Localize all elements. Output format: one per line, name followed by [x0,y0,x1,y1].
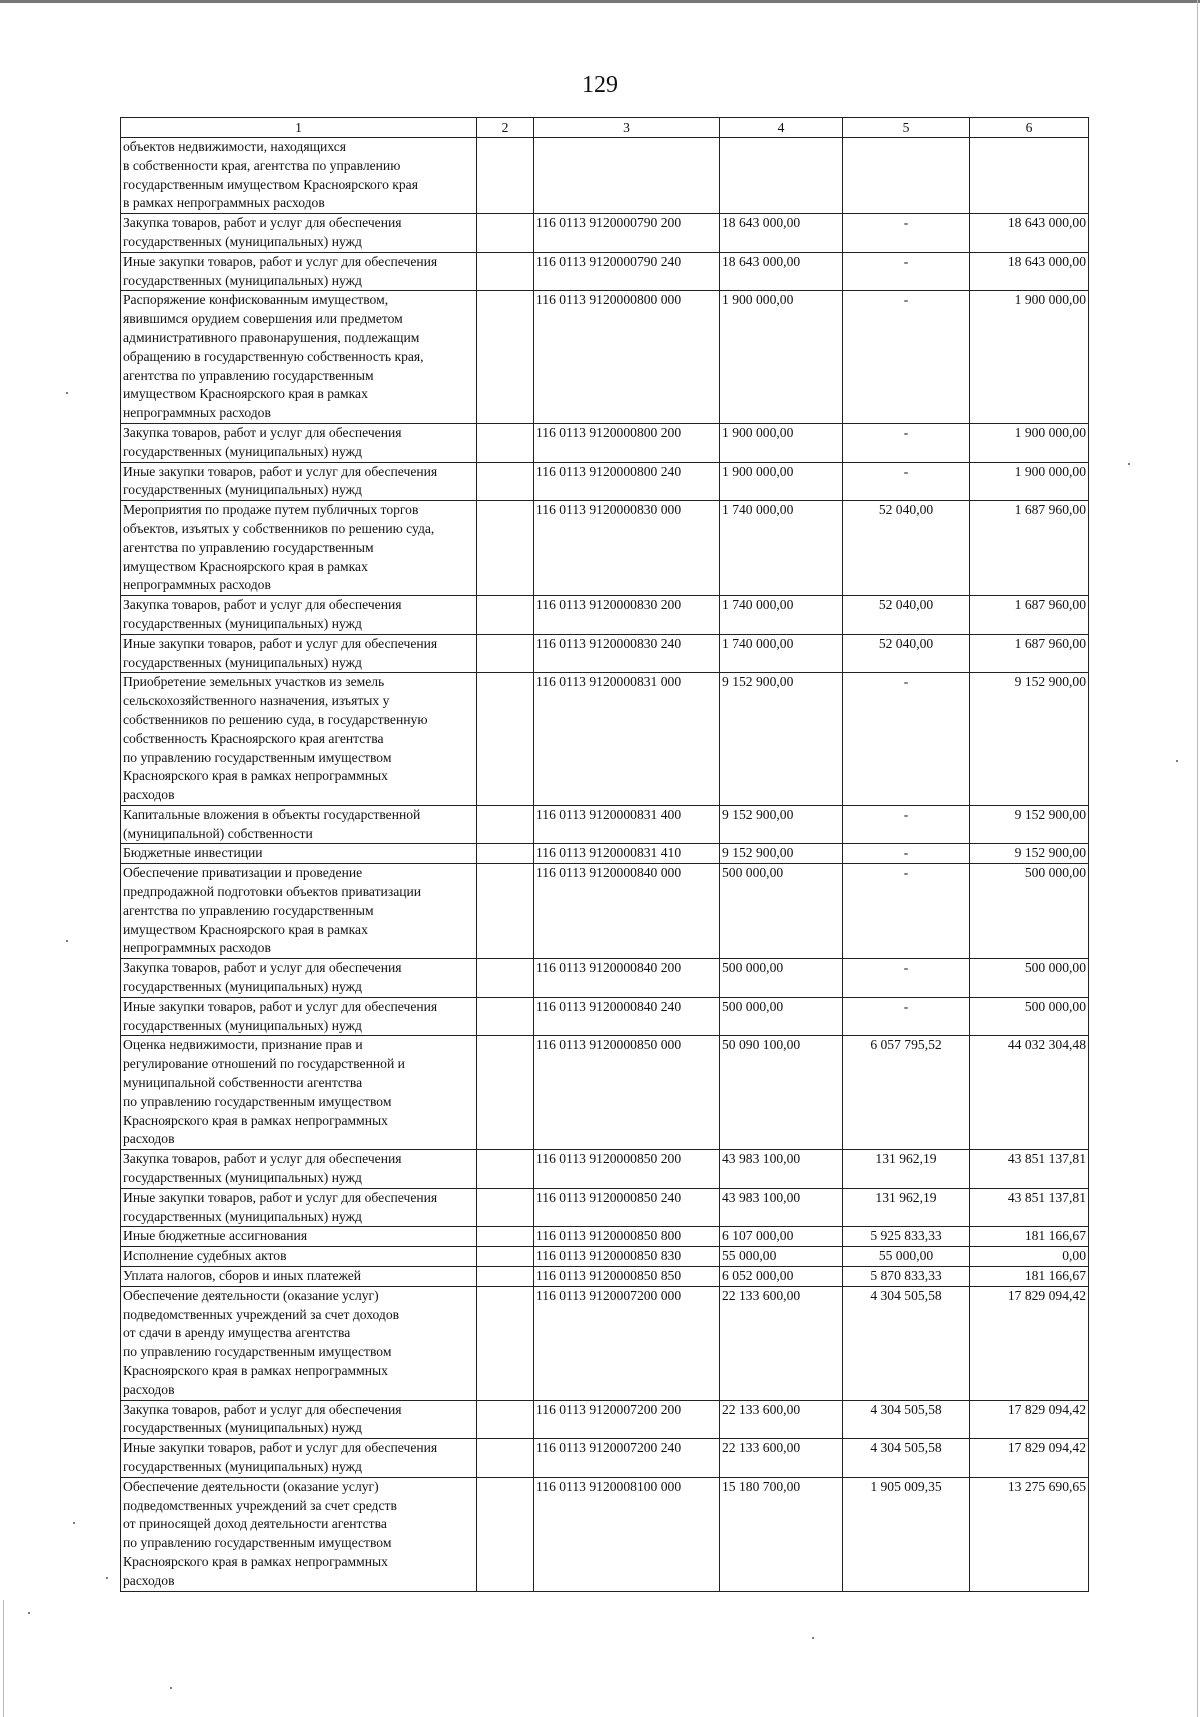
row-code-cell: 116 0113 9120000840 200 [534,959,720,998]
row-remaining-cell: 44 032 304,48 [970,1036,1089,1150]
header-col-6: 6 [970,118,1089,138]
row-col2-cell [477,462,534,501]
table-row [121,291,1089,424]
scan-speck [66,940,68,942]
row-executed-cell: 55 000,00 [843,1247,970,1267]
row-name-cell: Распоряжение конфискованным имуществом, явившимся орудием совершения или предметом административного правонарушения, подлежащим обращению в государственную собственность края, агентства по управлению государственным имуществом Красноярского края в рамках непрограммных расходов [121,291,477,424]
row-plan-cell: 1 900 000,00 [720,291,843,424]
row-executed-cell: 52 040,00 [843,634,970,673]
row-col2-cell [477,252,534,291]
row-executed-cell: 4 304 505,58 [843,1286,970,1400]
row-plan-cell: 500 000,00 [720,864,843,959]
row-name-cell: Закупка товаров, работ и услуг для обеспечения государственных (муниципальных) нужд [121,959,477,998]
row-code-cell: 116 0113 9120000800 240 [534,462,720,501]
row-executed-cell: 4 304 505,58 [843,1400,970,1439]
row-name-cell: Иные закупки товаров, работ и услуг для обеспечения государственных (муниципальных) нужд [121,997,477,1036]
row-name-cell: Закупка товаров, работ и услуг для обеспечения государственных (муниципальных) нужд [121,596,477,635]
row-col2-cell [477,1036,534,1150]
row-col2-cell [477,214,534,253]
row-executed-cell: - [843,673,970,806]
scan-speck [106,1577,108,1579]
table-row [121,1227,1089,1247]
row-col2-cell [477,423,534,462]
row-name-cell: Капитальные вложения в объекты государственной (муниципальной) собственности [121,805,477,844]
row-executed-cell: 5 870 833,33 [843,1267,970,1287]
row-plan-cell: 55 000,00 [720,1247,843,1267]
row-code-cell: 116 0113 9120000800 000 [534,291,720,424]
row-remaining-cell: 17 829 094,42 [970,1400,1089,1439]
table-row [121,1439,1089,1478]
table-row [121,596,1089,635]
row-name-cell: Приобретение земельных участков из земель сельскохозяйственного назначения, изъятых у собственников по решению суда, в государственную собственность Красноярского края агентства по управлению государственным имуществом Красноярского края в рамках непрограммных расходов [121,673,477,806]
row-col2-cell [477,959,534,998]
row-code-cell: 116 0113 9120000830 200 [534,596,720,635]
row-name-cell: Закупка товаров, работ и услуг для обеспечения государственных (муниципальных) нужд [121,423,477,462]
row-executed-cell: - [843,844,970,864]
scan-speck [28,1612,30,1614]
budget-table [120,117,1089,1592]
row-executed-cell: - [843,805,970,844]
table-row [121,1286,1089,1400]
row-col2-cell [477,1247,534,1267]
row-col2-cell [477,844,534,864]
row-remaining-cell: 500 000,00 [970,864,1089,959]
row-code-cell: 116 0113 9120000830 240 [534,634,720,673]
row-code-cell: 116 0113 9120000831 000 [534,673,720,806]
row-remaining-cell: 43 851 137,81 [970,1188,1089,1227]
row-remaining-cell: 17 829 094,42 [970,1286,1089,1400]
row-name-cell: Закупка товаров, работ и услуг для обеспечения государственных (муниципальных) нужд [121,1400,477,1439]
row-code-cell [534,138,720,214]
row-name-cell: Обеспечение приватизации и проведение предпродажной подготовки объектов приватизации агентства по управлению государственным имуществом Красноярского края в рамках непрограммных расходов [121,864,477,959]
row-plan-cell: 500 000,00 [720,959,843,998]
row-name-cell: Иные закупки товаров, работ и услуг для обеспечения государственных (муниципальных) нужд [121,1439,477,1478]
row-executed-cell: - [843,252,970,291]
row-plan-cell: 22 133 600,00 [720,1400,843,1439]
left-scan-margin [3,1600,4,1717]
row-plan-cell: 9 152 900,00 [720,805,843,844]
header-col-4: 4 [720,118,843,138]
row-remaining-cell: 13 275 690,65 [970,1477,1089,1591]
row-executed-cell: 131 962,19 [843,1188,970,1227]
row-col2-cell [477,138,534,214]
table-row [121,1267,1089,1287]
header-col-5: 5 [843,118,970,138]
row-col2-cell [477,805,534,844]
row-executed-cell: 1 905 009,35 [843,1477,970,1591]
scan-speck [1176,760,1178,762]
table-row [121,423,1089,462]
row-remaining-cell: 1 900 000,00 [970,291,1089,424]
row-code-cell: 116 0113 9120000850 000 [534,1036,720,1150]
row-remaining-cell: 17 829 094,42 [970,1439,1089,1478]
scan-speck [812,1637,814,1639]
table-row [121,1477,1089,1591]
table-row [121,634,1089,673]
row-name-cell: Бюджетные инвестиции [121,844,477,864]
row-remaining-cell: 500 000,00 [970,959,1089,998]
row-executed-cell: - [843,462,970,501]
table-row [121,997,1089,1036]
row-code-cell: 116 0113 9120007200 240 [534,1439,720,1478]
row-name-cell: Иные бюджетные ассигнования [121,1227,477,1247]
row-name-cell: Исполнение судебных актов [121,1247,477,1267]
row-name-cell: Оценка недвижимости, признание прав и регулирование отношений по государственной и муниципальной собственности агентства по управлению государственным имуществом Красноярского края в рамках непрограммных расходов [121,1036,477,1150]
row-code-cell: 116 0113 9120000850 240 [534,1188,720,1227]
table-row [121,138,1089,214]
row-remaining-cell: 1 687 960,00 [970,596,1089,635]
row-name-cell: Уплата налогов, сборов и иных платежей [121,1267,477,1287]
row-code-cell: 116 0113 9120000850 830 [534,1247,720,1267]
row-col2-cell [477,864,534,959]
header-col-1: 1 [121,118,477,138]
row-plan-cell: 15 180 700,00 [720,1477,843,1591]
row-plan-cell: 6 052 000,00 [720,1267,843,1287]
row-name-cell: Иные закупки товаров, работ и услуг для обеспечения государственных (муниципальных) нужд [121,1188,477,1227]
table-row [121,1150,1089,1189]
row-remaining-cell: 9 152 900,00 [970,844,1089,864]
row-executed-cell: - [843,423,970,462]
row-executed-cell: - [843,291,970,424]
scan-speck [170,1687,172,1689]
table-row [121,673,1089,806]
row-remaining-cell: 181 166,67 [970,1227,1089,1247]
row-col2-cell [477,1477,534,1591]
header-col-2: 2 [477,118,534,138]
row-executed-cell: - [843,864,970,959]
row-col2-cell [477,501,534,596]
row-plan-cell: 9 152 900,00 [720,844,843,864]
row-executed-cell: 131 962,19 [843,1150,970,1189]
row-name-cell: Обеспечение деятельности (оказание услуг) подведомственных учреждений за счет средств от приносящей доход деятельности агентства по управлению государственным имуществом Красноярского края в рамках непрограммных расходов [121,1477,477,1591]
row-col2-cell [477,291,534,424]
row-plan-cell: 9 152 900,00 [720,673,843,806]
table-row [121,214,1089,253]
row-remaining-cell: 9 152 900,00 [970,673,1089,806]
row-plan-cell: 1 740 000,00 [720,501,843,596]
row-col2-cell [477,1267,534,1287]
row-executed-cell: - [843,997,970,1036]
row-code-cell: 116 0113 9120000800 200 [534,423,720,462]
row-code-cell: 116 0113 9120000840 000 [534,864,720,959]
table-row [121,844,1089,864]
row-col2-cell [477,997,534,1036]
row-plan-cell: 1 900 000,00 [720,462,843,501]
row-col2-cell [477,1227,534,1247]
row-remaining-cell: 0,00 [970,1247,1089,1267]
row-plan-cell [720,138,843,214]
row-code-cell: 116 0113 9120007200 000 [534,1286,720,1400]
row-executed-cell [843,138,970,214]
row-remaining-cell: 500 000,00 [970,997,1089,1036]
table-row [121,959,1089,998]
row-remaining-cell: 9 152 900,00 [970,805,1089,844]
row-code-cell: 116 0113 9120000831 400 [534,805,720,844]
row-plan-cell: 1 740 000,00 [720,596,843,635]
row-col2-cell [477,1286,534,1400]
row-plan-cell: 18 643 000,00 [720,214,843,253]
row-executed-cell: 52 040,00 [843,501,970,596]
row-remaining-cell: 1 687 960,00 [970,501,1089,596]
row-plan-cell: 1 740 000,00 [720,634,843,673]
row-plan-cell: 43 983 100,00 [720,1150,843,1189]
table-row [121,1036,1089,1150]
row-remaining-cell [970,138,1089,214]
row-plan-cell: 500 000,00 [720,997,843,1036]
row-code-cell: 116 0113 9120000790 240 [534,252,720,291]
row-code-cell: 116 0113 9120000831 410 [534,844,720,864]
row-remaining-cell: 1 687 960,00 [970,634,1089,673]
row-executed-cell: 6 057 795,52 [843,1036,970,1150]
row-code-cell: 116 0113 9120000850 850 [534,1267,720,1287]
row-plan-cell: 18 643 000,00 [720,252,843,291]
row-executed-cell: - [843,959,970,998]
table-row [121,1188,1089,1227]
row-name-cell: объектов недвижимости, находящихся в собственности края, агентства по управлению государственным имуществом Красноярского края в рамках непрограммных расходов [121,138,477,214]
row-plan-cell: 1 900 000,00 [720,423,843,462]
row-name-cell: Мероприятия по продаже путем публичных торгов объектов, изъятых у собственников по решению суда, агентства по управлению государственным имуществом Красноярского края в рамках непрограммных расходов [121,501,477,596]
row-col2-cell [477,1400,534,1439]
row-executed-cell: 4 304 505,58 [843,1439,970,1478]
row-code-cell: 116 0113 9120007200 200 [534,1400,720,1439]
row-plan-cell: 22 133 600,00 [720,1286,843,1400]
row-remaining-cell: 1 900 000,00 [970,423,1089,462]
scan-speck [1128,463,1130,465]
row-executed-cell: - [843,214,970,253]
row-col2-cell [477,1439,534,1478]
row-plan-cell: 43 983 100,00 [720,1188,843,1227]
right-scan-border [1197,0,1198,1717]
row-col2-cell [477,1150,534,1189]
table-row [121,462,1089,501]
table-body [121,138,1089,1592]
row-name-cell: Обеспечение деятельности (оказание услуг) подведомственных учреждений за счет доходов от сдачи в аренду имущества агентства по управлению государственным имуществом Красноярского края в рамках непрограммных расходов [121,1286,477,1400]
row-code-cell: 116 0113 9120000840 240 [534,997,720,1036]
row-col2-cell [477,634,534,673]
row-code-cell: 116 0113 9120000850 200 [534,1150,720,1189]
row-remaining-cell: 18 643 000,00 [970,214,1089,253]
row-name-cell: Закупка товаров, работ и услуг для обеспечения государственных (муниципальных) нужд [121,214,477,253]
row-code-cell: 116 0113 9120000830 000 [534,501,720,596]
header-row [121,118,1089,138]
row-col2-cell [477,1188,534,1227]
row-col2-cell [477,673,534,806]
table-row [121,864,1089,959]
row-remaining-cell: 1 900 000,00 [970,462,1089,501]
row-executed-cell: 52 040,00 [843,596,970,635]
row-name-cell: Закупка товаров, работ и услуг для обеспечения государственных (муниципальных) нужд [121,1150,477,1189]
row-remaining-cell: 43 851 137,81 [970,1150,1089,1189]
row-remaining-cell: 181 166,67 [970,1267,1089,1287]
scan-speck [73,1522,75,1524]
table-row [121,252,1089,291]
table-row [121,1247,1089,1267]
row-plan-cell: 6 107 000,00 [720,1227,843,1247]
row-code-cell: 116 0113 9120008100 000 [534,1477,720,1591]
row-executed-cell: 5 925 833,33 [843,1227,970,1247]
top-scan-border [0,0,1200,3]
scan-speck [66,392,68,394]
row-col2-cell [477,596,534,635]
table-row [121,1400,1089,1439]
header-col-3: 3 [534,118,720,138]
row-plan-cell: 22 133 600,00 [720,1439,843,1478]
row-name-cell: Иные закупки товаров, работ и услуг для обеспечения государственных (муниципальных) нужд [121,634,477,673]
table-row [121,501,1089,596]
row-plan-cell: 50 090 100,00 [720,1036,843,1150]
row-code-cell: 116 0113 9120000850 800 [534,1227,720,1247]
page-number: 129 [582,72,618,98]
row-name-cell: Иные закупки товаров, работ и услуг для обеспечения государственных (муниципальных) нужд [121,252,477,291]
row-remaining-cell: 18 643 000,00 [970,252,1089,291]
table-row [121,805,1089,844]
row-name-cell: Иные закупки товаров, работ и услуг для обеспечения государственных (муниципальных) нужд [121,462,477,501]
row-code-cell: 116 0113 9120000790 200 [534,214,720,253]
